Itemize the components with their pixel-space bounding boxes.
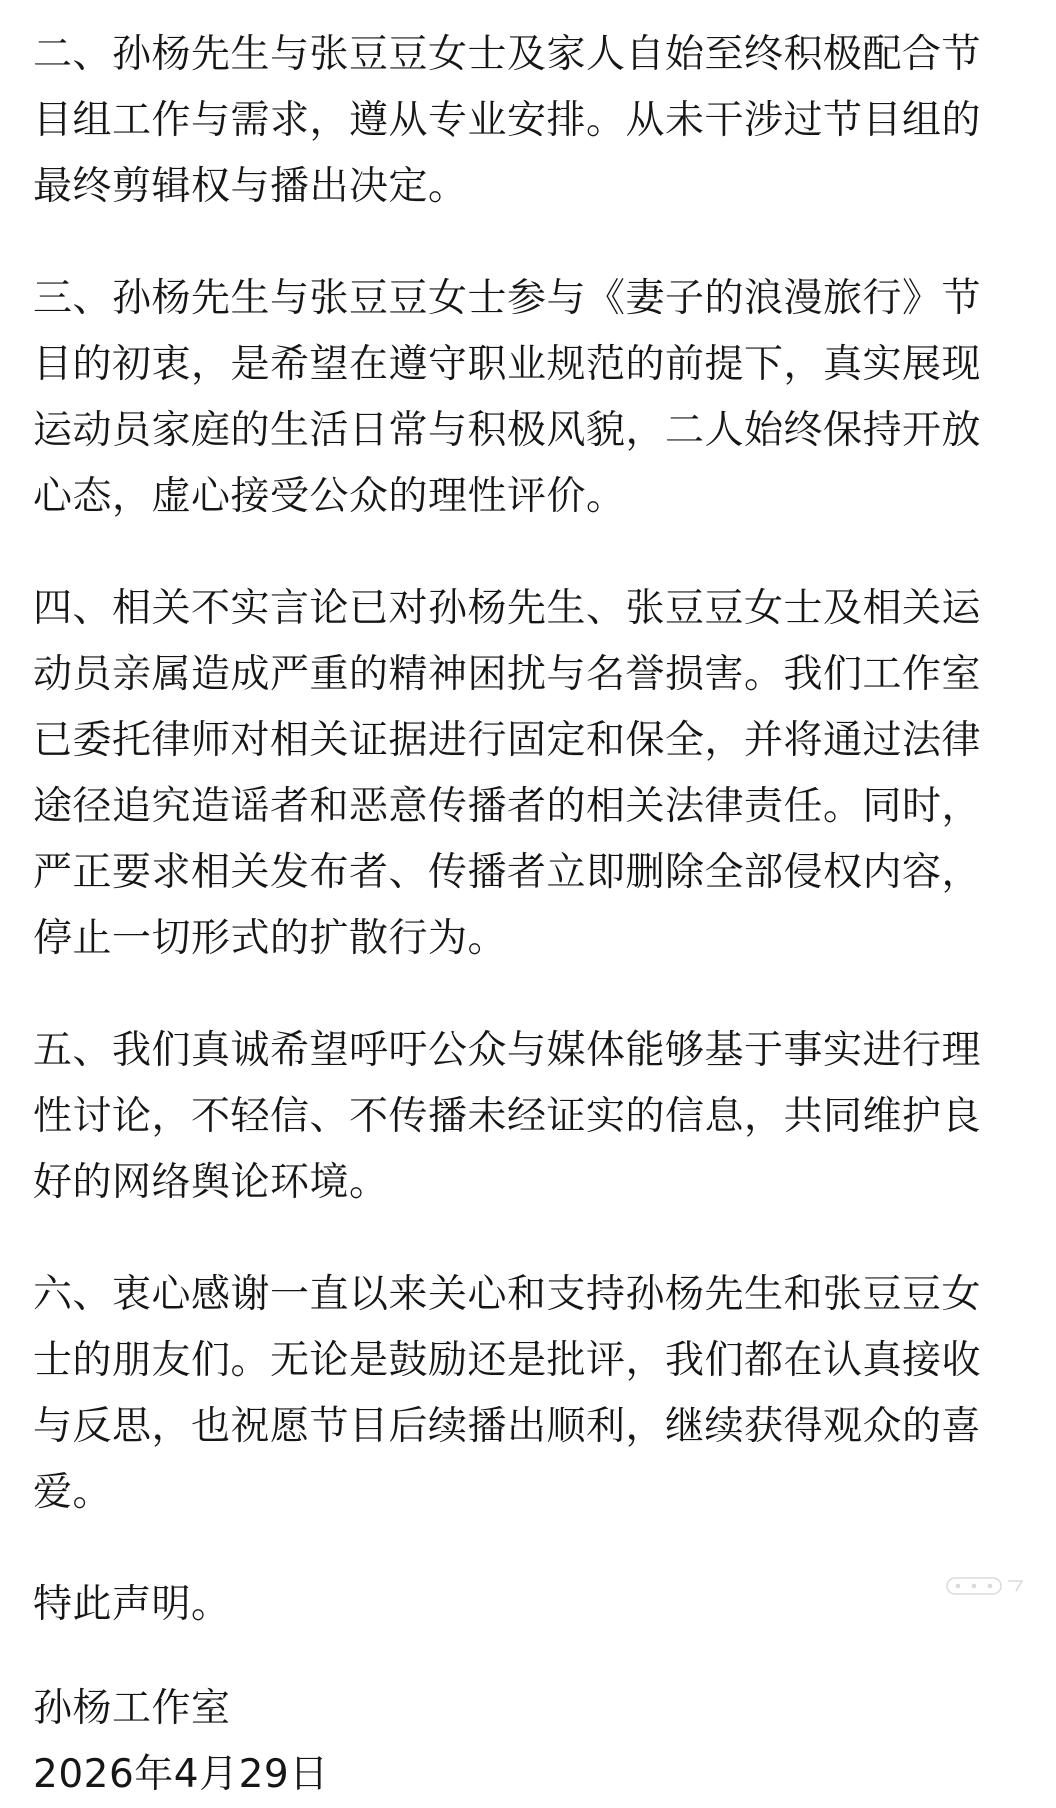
closing-statement: 特此声明。 xyxy=(33,1582,231,1627)
watermark-graphic xyxy=(946,1572,1028,1600)
statement-document xyxy=(33,22,1028,1808)
paragraph-2: 二、孙杨先生与张豆豆女士及家人自始至终积极配合节 目组工作与需求，遵从专业安排。从未干涉过节目组的 最终剪辑权与播出决定。 xyxy=(33,32,982,209)
paragraph-3: 三、孙杨先生与张豆豆女士参与《妻子的浪漫旅行》节 目的初衷，是希望在遵守职业规范的前提下，真实展现 运动员家庭的生活日常与积极风貌，二人始终保持开放 心态，虚心接受公众的理性评价。 xyxy=(33,276,982,519)
paragraph-5: 五、我们真诚希望呼吁公众与媒体能够基于事实进行理 性讨论，不轻信、不传播未经证实的信息，共同维护良 好的网络舆论环境。 xyxy=(33,1028,982,1205)
statement-date: 2026年4月29日 xyxy=(33,1752,329,1797)
paragraph-4: 四、相关不实言论已对孙杨先生、张豆豆女士及相关运 动员亲属造成严重的精神困扰与名誉损害。我们工作室 已委托律师对相关证据进行固定和保全，并将通过法律 途径追究造谣者和恶意传播者的相关法律责任。同时， 严正要求相关发布者、传播者立即删除全部侵权内容， 停止一切形式的扩散行为。 xyxy=(33,586,982,961)
signature: 孙杨工作室 xyxy=(33,1686,231,1731)
paragraph-6: 六、衷心感谢一直以来关心和支持孙杨先生和张豆豆女 士的朋友们。无论是鼓励还是批评，我们都在认真接收 与反思，也祝愿节目后续播出顺利，继续获得观众的喜 爱。 xyxy=(33,1272,982,1515)
watermark-icon xyxy=(946,1572,1028,1600)
